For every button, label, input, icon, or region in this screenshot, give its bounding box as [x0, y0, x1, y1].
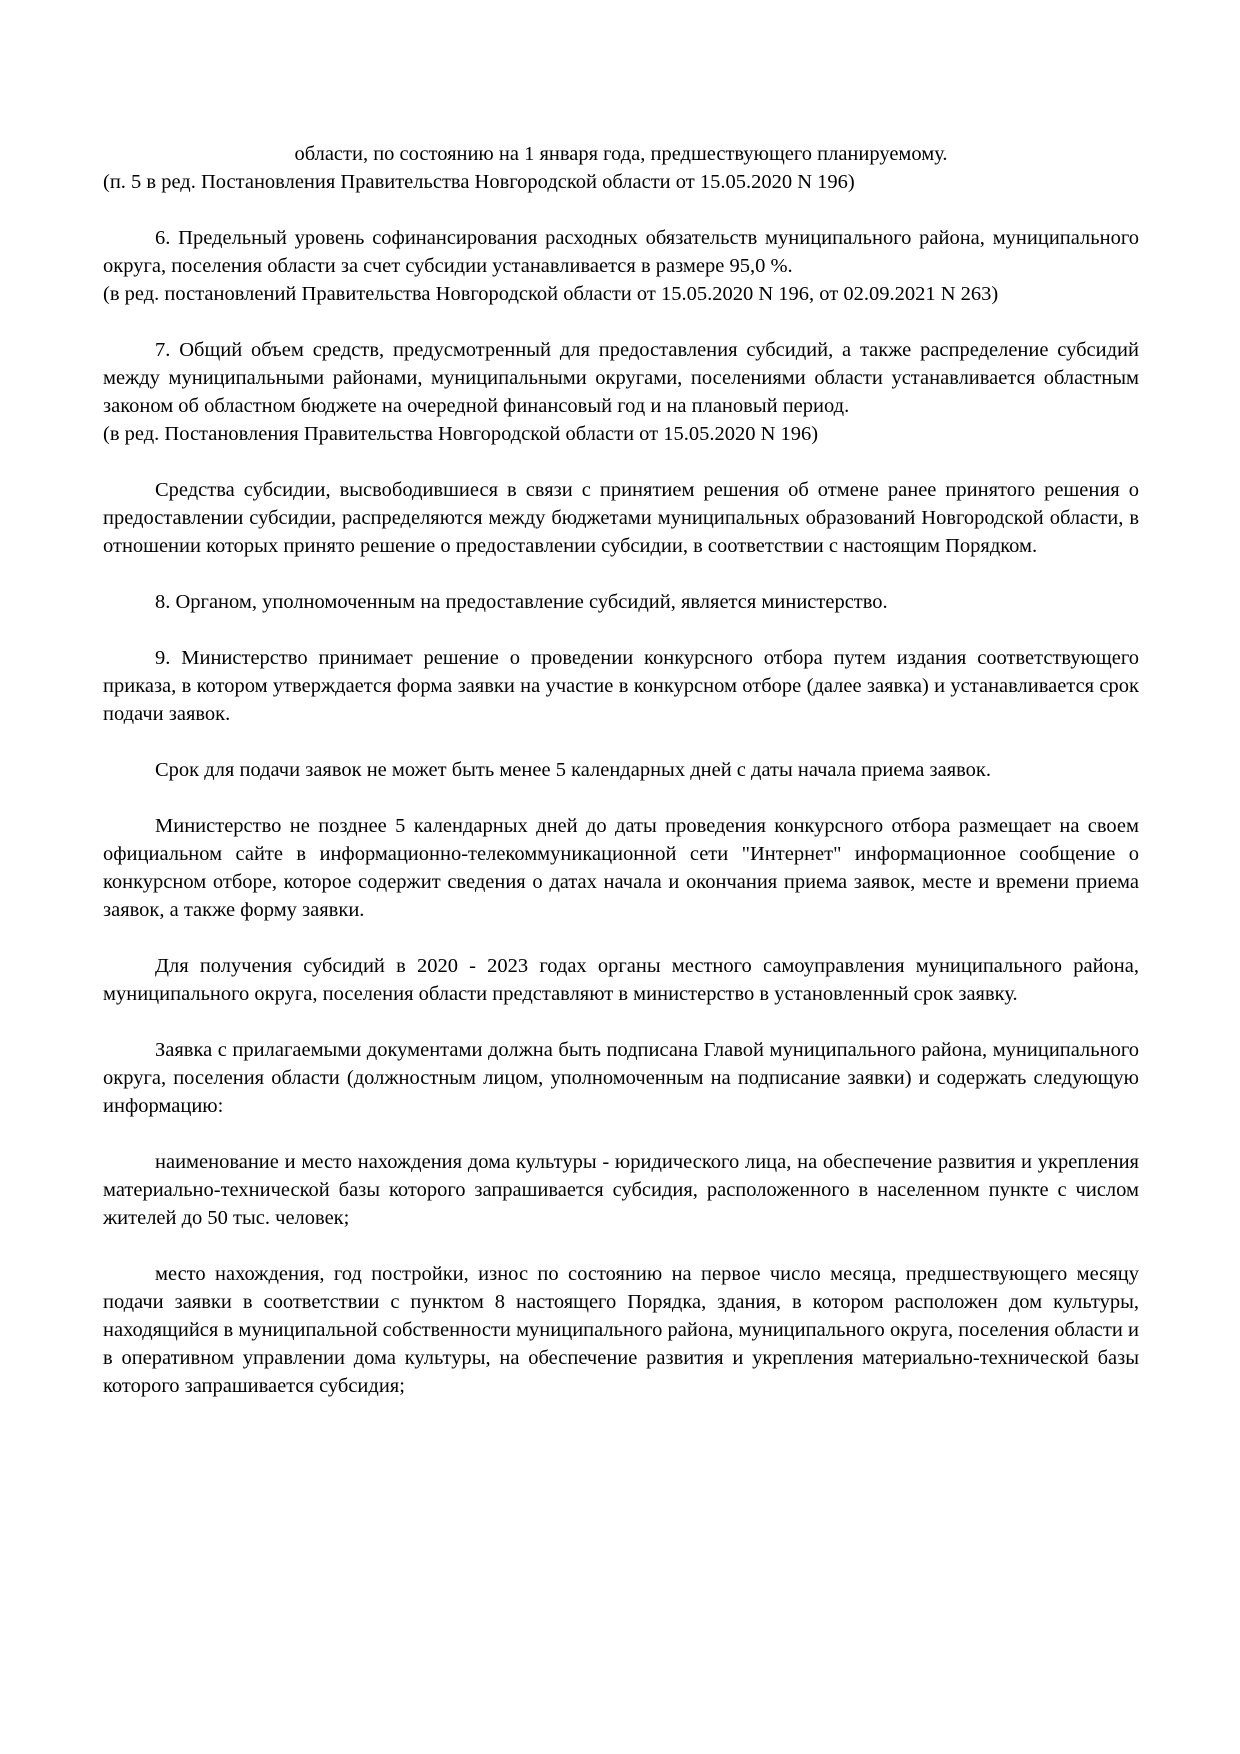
paragraph: Срок для подачи заявок не может быть менее 5 календарных дней с даты начала приема заявок.	[155, 759, 992, 781]
amendment-note: (в ред. Постановления Правительства Новгородской области от 15.05.2020 N 196)	[103, 423, 819, 445]
paragraph: Заявка с прилагаемыми документами должна быть подписана Главой муниципального района, муниципального округа, поселения области (должностным лицом, уполномоченным на подписание заявки) и содержать следующую информацию:	[103, 1039, 1139, 1117]
amendment-note: (в ред. постановлений Правительства Новгородской области от 15.05.2020 N 196, от 02.09.2021 N 263)	[103, 283, 999, 305]
paragraph: Для получения субсидий в 2020 - 2023 годах органы местного самоуправления муниципального района, муниципального округа, поселения области представляют в министерство в установленный срок заявку.	[103, 955, 1139, 1005]
paragraph: Министерство не позднее 5 календарных дней до даты проведения конкурсного отбора размещает на своем официальном сайте в информационно-телекоммуникационной сети "Интернет" информационное сообщение о конкурсном отборе, которое содержит сведения о датах начала и окончания приема заявок, месте и времени приема заявок, а также форму заявки.	[103, 815, 1139, 921]
paragraph: 6. Предельный уровень софинансирования расходных обязательств муниципального района, муниципального округа, поселения области за счет субсидии устанавливается в размере 95,0 %.	[103, 227, 1139, 277]
amendment-note: (п. 5 в ред. Постановления Правительства Новгородской области от 15.05.2020 N 196)	[103, 171, 855, 193]
paragraph: области, по состоянию на 1 января года, предшествующего планируемому.	[294, 143, 948, 165]
paragraph: 9. Министерство принимает решение о проведении конкурсного отбора путем издания соответствующего приказа, в котором утверждается форма заявки на участие в конкурсном отборе (далее заявка) и устанавливается срок подачи заявок.	[103, 647, 1139, 725]
document-text-block	[103, 140, 1139, 1400]
paragraph: наименование и место нахождения дома культуры - юридического лица, на обеспечение развития и укрепления материально-технической базы которого запрашивается субсидия, расположенного в населенном пункте с числом жителей до 50 тыс. человек;	[103, 1151, 1139, 1229]
paragraph: 7. Общий объем средств, предусмотренный для предоставления субсидий, а также распределение субсидий между муниципальными районами, муниципальными округами, поселениями области устанавливается областным законом об областном бюджете на очередной финансовый год и на плановый период.	[103, 339, 1139, 417]
paragraph: 8. Органом, уполномоченным на предоставление субсидий, является министерство.	[155, 591, 888, 613]
paragraph: Средства субсидии, высвободившиеся в связи с принятием решения об отмене ранее принятого решения о предоставлении субсидии, распределяются между бюджетами муниципальных образований Новгородской области, в отношении которых принято решение о предоставлении субсидии, в соответствии с настоящим Порядком.	[103, 479, 1139, 557]
paragraph: место нахождения, год постройки, износ по состоянию на первое число месяца, предшествующего месяцу подачи заявки в соответствии с пунктом 8 настоящего Порядка, здания, в котором расположен дом культуры, находящийся в муниципальной собственности муниципального района, муниципального округа, поселения области и в оперативном управлении дома культуры, на обеспечение развития и укрепления материально-технической базы которого запрашивается субсидия;	[103, 1263, 1139, 1397]
